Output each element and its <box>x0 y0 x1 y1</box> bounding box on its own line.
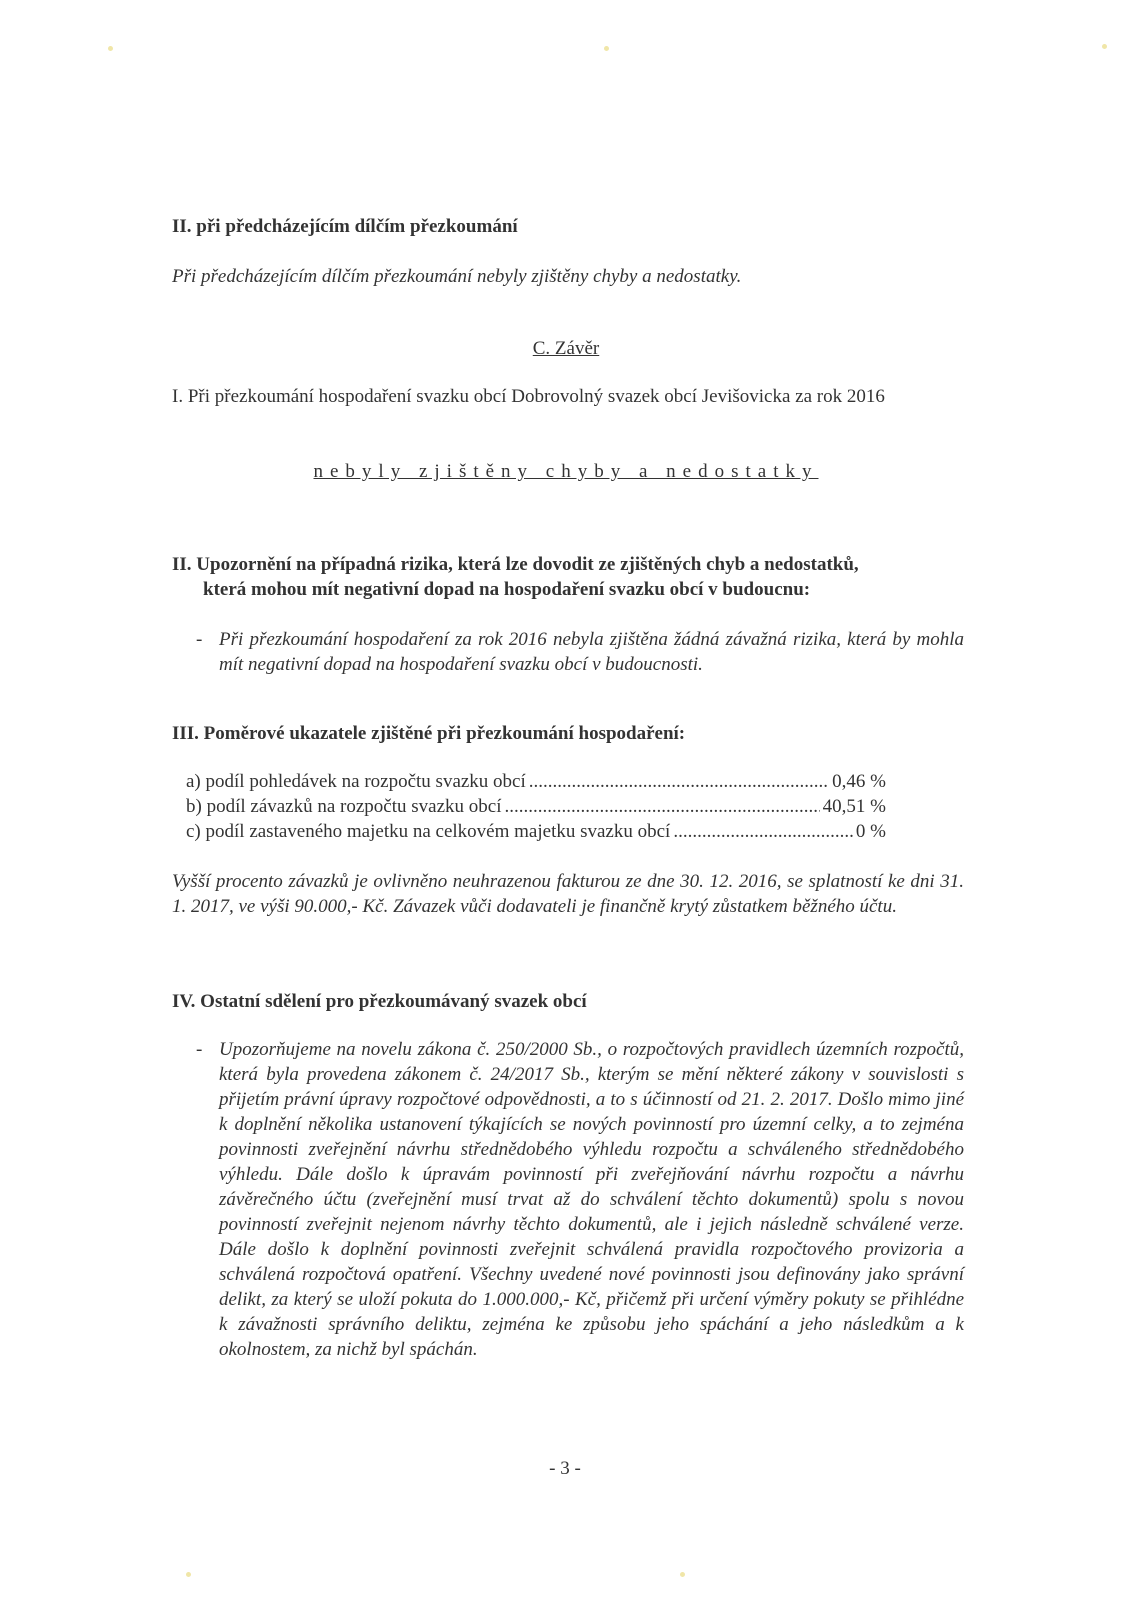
ratio-leader-dots <box>673 819 853 844</box>
ratios-note: Vyšší procento závazků je ovlivněno neuhrazenou fakturou ze dne 30. 12. 2016, se splatností ke dni 31. 1. 2017, ve výši 90.000,- Kč. Závazek vůči dodavateli je finančně krytý zůstatkem běžného účtu. <box>172 871 964 917</box>
ratios-heading: III. Poměrové ukazatele zjištěné při přezkoumání hospodaření: <box>172 723 686 744</box>
ratio-label: a) podíl pohledávek na rozpočtu svazku obcí <box>186 771 526 792</box>
ratio-label: c) podíl zastaveného majetku na celkovém majetku svazku obcí <box>186 821 671 842</box>
ratio-value: 0,46 % <box>832 771 886 792</box>
page-number: - 3 - <box>549 1458 581 1479</box>
risks-bullet-dash: - <box>196 629 203 650</box>
conclusion-result: nebyly zjištěny chyby a nedostatky <box>313 461 819 482</box>
section-heading-prior-review: II. při předcházejícím dílčím přezkoumání <box>172 216 518 237</box>
ratio-leader-dots <box>529 769 829 794</box>
scan-speck <box>186 1572 191 1577</box>
scan-speck <box>680 1572 685 1577</box>
risks-heading-line-1: II. Upozornění na případná rizika, která lze dovodit ze zjištěných chyb a nedostatků, <box>172 554 859 575</box>
ratio-value: 0 % <box>855 821 886 842</box>
ratio-row <box>186 819 886 844</box>
other-notices-bullet-text: Upozorňujeme na novelu zákona č. 250/2000 Sb., o rozpočtových pravidlech územních rozpočtů, která byla provedena zákonem č. 24/2017 Sb., kterým se mění některé zákony v souvislosti s přijetím právní úpravy rozpočtové odpovědnosti, a to s účinností od 21. 2. 2017. Došlo mimo jiné k doplnění několika ustanovení týkajících se nových povinností pro územní celky, a to zejména povinnosti zveřejnění návrhu střednědobého výhledu rozpočtu a schváleného střednědobého výhledu. Dále došlo k úpravám povinností při zveřejňování návrhu rozpočtu a návrhu závěrečného účtu (zveřejnění musí trvat až do schválení těchto dokumentů) spolu s novou povinností zveřejnit nejenom návrhy těchto dokumentů, ale i jejich následně schválené verze. Dále došlo k doplnění povinnosti zveřejnit schválená pravidla rozpočtového provizoria a schválená rozpočtová opatření. Všechny uvedené nové povinnosti jsou definovány jako správní delikt, za který se uloží pokuta do 1.000.000,- Kč, přičemž při určení výměry pokuty se přihlédne k závažnosti správního deliktu, zejména ke způsobu jeho spáchání a jeho následkům a k okolnostem, za nichž byl spáchán. <box>219 1039 964 1360</box>
ratio-row <box>186 794 886 819</box>
other-notices-heading: IV. Ostatní sdělení pro přezkoumávaný svazek obcí <box>172 991 587 1012</box>
ratio-leader-dots <box>505 794 820 819</box>
scan-speck <box>108 46 113 51</box>
ratio-row <box>186 769 886 794</box>
prior-review-text: Při předcházejícím dílčím přezkoumání nebyly zjištěny chyby a nedostatky. <box>172 266 742 287</box>
conclusion-title: C. Závěr <box>532 338 600 359</box>
ratio-label: b) podíl závazků na rozpočtu svazku obcí <box>186 796 502 817</box>
conclusion-item-1-text: I. Při přezkoumání hospodaření svazku obcí Dobrovolný svazek obcí Jevišovicka za rok 2016 <box>172 386 885 407</box>
scan-speck <box>604 46 609 51</box>
scan-speck <box>1102 44 1107 49</box>
risks-bullet-text: Při přezkoumání hospodaření za rok 2016 nebyla zjištěna žádná závažná rizika, která by mohla mít negativní dopad na hospodaření svazku obcí v budoucnosti. <box>219 629 964 675</box>
ratio-value: 40,51 % <box>822 796 886 817</box>
other-notices-bullet-dash: - <box>196 1039 203 1060</box>
risks-heading-line-2: která mohou mít negativní dopad na hospodaření svazku obcí v budoucnu: <box>203 579 811 600</box>
